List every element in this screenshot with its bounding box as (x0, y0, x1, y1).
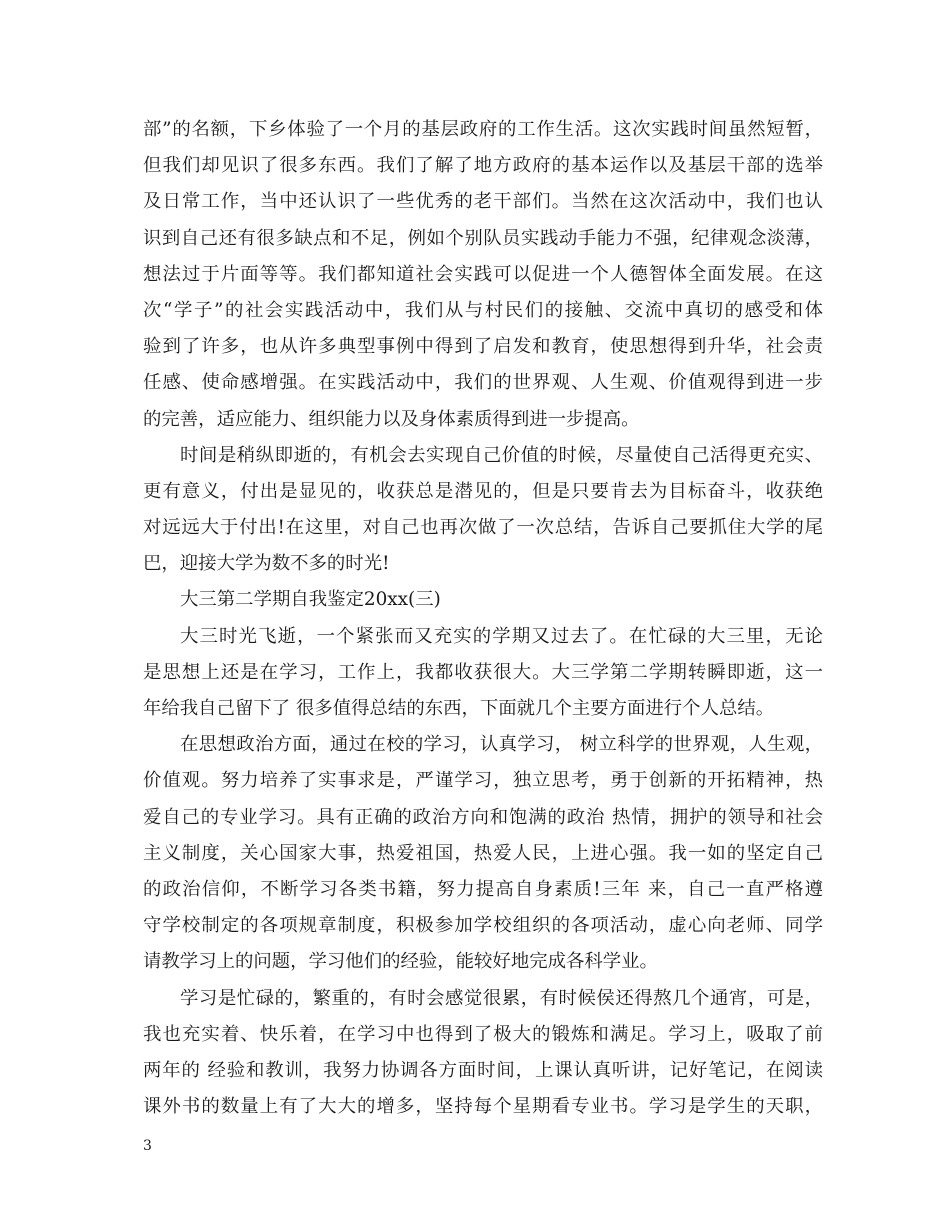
text-line: 守学校制定的各项规章制度，积极参加学校组织的各项活动，虚心向老师、同学 (143, 915, 823, 937)
text-line: 及日常工作，当中还认识了一些优秀的老干部们。当然在这次活动中，我们也认 (143, 191, 823, 213)
text-line: 学习是忙碌的，繁重的，有时会感觉很累，有时候侯还得熬几个通宵，可是， (180, 987, 823, 1009)
section-heading: 大三第二学期自我鉴定20xx(三) (180, 589, 441, 611)
text-line: 更有意义，付出是显见的，收获总是潜见的，但是只要肯去为目标奋斗，收获绝 (143, 480, 823, 502)
text-line: 的完善，适应能力、组织能力以及身体素质得到进一步提高。 (143, 408, 640, 430)
text-line: 验到了许多，也从许多典型事例中得到了启发和教育，使思想得到升华，社会责 (143, 336, 823, 358)
text-line: 识到自己还有很多缺点和不足，例如个别队员实践动手能力不强，纪律观念淡薄， (143, 227, 823, 249)
text-line: 年给我自己留下了 很多值得总结的东西，下面就几个主要方面进行个人总结。 (143, 698, 775, 719)
text-line: 我也充实着、快乐着，在学习中也得到了极大的锻炼和满足。学习上，吸取了前 (143, 1023, 823, 1045)
text-line: 想法过于片面等等。我们都知道社会实践可以促进一个人德智体全面发展。在这 (143, 263, 823, 285)
text-line: 两年的 经验和教训，我努力协调各方面时间，上课认真听讲，记好笔记，在阅读 (143, 1059, 823, 1081)
text-line: 爱自己的专业学习。具有正确的政治方向和饱满的政治 热情，拥护的领导和社会 (143, 806, 823, 828)
text-line: 对远远大于付出!在这里，对自己也再次做了一次总结，告诉自己要抓住大学的尾 (143, 517, 823, 539)
text-line: 时间是稍纵即逝的，有机会去实现自己价值的时候，尽量使自己活得更充实、 (180, 444, 823, 466)
text-line: 部”的名额，下乡体验了一个月的基层政府的工作生活。这次实践时间虽然短暂， (143, 119, 823, 140)
document-body (143, 112, 823, 1125)
text-line: 价值观。努力培养了实事求是，严谨学习，独立思考，勇于创新的开拓精神，热 (143, 770, 823, 792)
text-line: 主义制度，关心国家大事，热爱祖国，热爱人民，上进心强。我一如的坚定自己 (143, 842, 823, 864)
text-line: 请教学习上的问题，学习他们的经验，能较好地完成各科学业。 (143, 951, 658, 973)
text-line: 但我们却见识了很多东西。我们了解了地方政府的基本运作以及基层干部的选举 (143, 155, 823, 177)
text-line: 课外书的数量上有了大大的增多，坚持每个星期看专业书。学习是学生的天职， (143, 1096, 823, 1118)
text-line: 在思想政治方面，通过在校的学习，认真学习， 树立科学的世界观，人生观， (180, 734, 823, 756)
text-line: 大三时光飞逝，一个紧张而又充实的学期又过去了。在忙碌的大三里，无论 (180, 625, 823, 647)
text-line: 巴，迎接大学为数不多的时光! (143, 553, 390, 575)
text-line: 的政治信仰，不断学习各类书籍，努力提高自身素质!三年 来，自己一直严格遵 (143, 878, 823, 900)
text-line: 任感、使命感增强。在实践活动中，我们的世界观、人生观、价值观得到进一步 (143, 372, 823, 394)
page-number: 3 (143, 1138, 152, 1154)
text-line: 次“学子”的社会实践活动中，我们从与村民们的接触、交流中真切的感受和体 (143, 299, 823, 321)
text-line: 是思想上还是在学习，工作上，我都收获很大。大三学第二学期转瞬即逝，这一 (143, 661, 823, 683)
